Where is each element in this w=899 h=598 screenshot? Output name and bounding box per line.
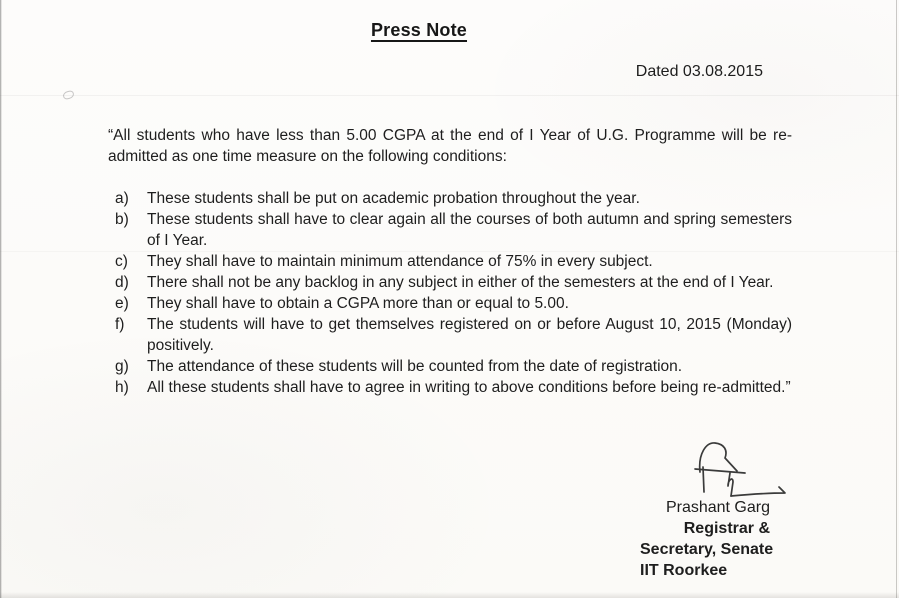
condition-item-g xyxy=(108,356,792,377)
document-title xyxy=(0,20,838,41)
document-title-text: Press Note xyxy=(370,20,468,40)
condition-text: These students shall be put on academic probation throughout the year. xyxy=(147,190,640,207)
condition-text: There shall not be any backlog in any subject in either of the semesters at the end of I Year. xyxy=(147,274,774,291)
condition-item-f xyxy=(108,314,792,356)
scan-edge-bottom xyxy=(0,592,899,598)
signatory-name: Prashant Garg xyxy=(665,499,770,516)
signatory-organization: IIT Roorkee xyxy=(640,562,728,579)
condition-item-b xyxy=(108,209,792,251)
scan-edge-left xyxy=(0,0,2,598)
condition-item-d xyxy=(108,272,792,293)
condition-marker: g) xyxy=(115,358,129,375)
condition-item-c xyxy=(108,251,792,272)
conditions-list xyxy=(108,188,792,398)
condition-marker: f) xyxy=(115,316,125,333)
condition-text: They shall have to obtain a CGPA more than or equal to 5.00. xyxy=(147,295,569,312)
signatory-designation-2: Secretary, Senate xyxy=(640,541,774,558)
signature-block xyxy=(640,497,774,581)
condition-marker: c) xyxy=(115,253,128,270)
scan-smudge xyxy=(62,90,75,100)
intro-paragraph: “All students who have less than 5.00 CGPA at the end of I Year of U.G. Programme will be re-admitted as one time measure on the following conditions: xyxy=(108,127,792,165)
condition-text: These students shall have to clear again all the courses of both autumn and spring semesters of I Year. xyxy=(147,211,792,249)
condition-marker: d) xyxy=(115,274,129,291)
condition-text: The attendance of these students will be counted from the date of registration. xyxy=(147,358,683,375)
scan-band xyxy=(0,95,899,96)
condition-item-a xyxy=(108,188,792,209)
date-line: Dated 03.08.2015 xyxy=(635,63,763,80)
condition-marker: b) xyxy=(115,211,129,228)
condition-text: They shall have to maintain minimum attendance of 75% in every subject. xyxy=(147,253,653,270)
condition-marker: h) xyxy=(115,379,129,396)
condition-marker: e) xyxy=(115,295,129,312)
condition-marker: a) xyxy=(115,190,129,207)
signature-scribble-icon xyxy=(692,442,792,502)
condition-item-h xyxy=(108,377,792,398)
scan-edge-right xyxy=(896,0,897,598)
signatory-designation-1: Registrar & xyxy=(683,520,770,537)
condition-item-e xyxy=(108,293,792,314)
condition-text: The students will have to get themselves registered on or before August 10, 2015 (Monday) positively. xyxy=(147,316,792,354)
condition-text: All these students shall have to agree in writing to above conditions before being re-admitted.” xyxy=(147,379,791,396)
document-body xyxy=(108,125,792,398)
